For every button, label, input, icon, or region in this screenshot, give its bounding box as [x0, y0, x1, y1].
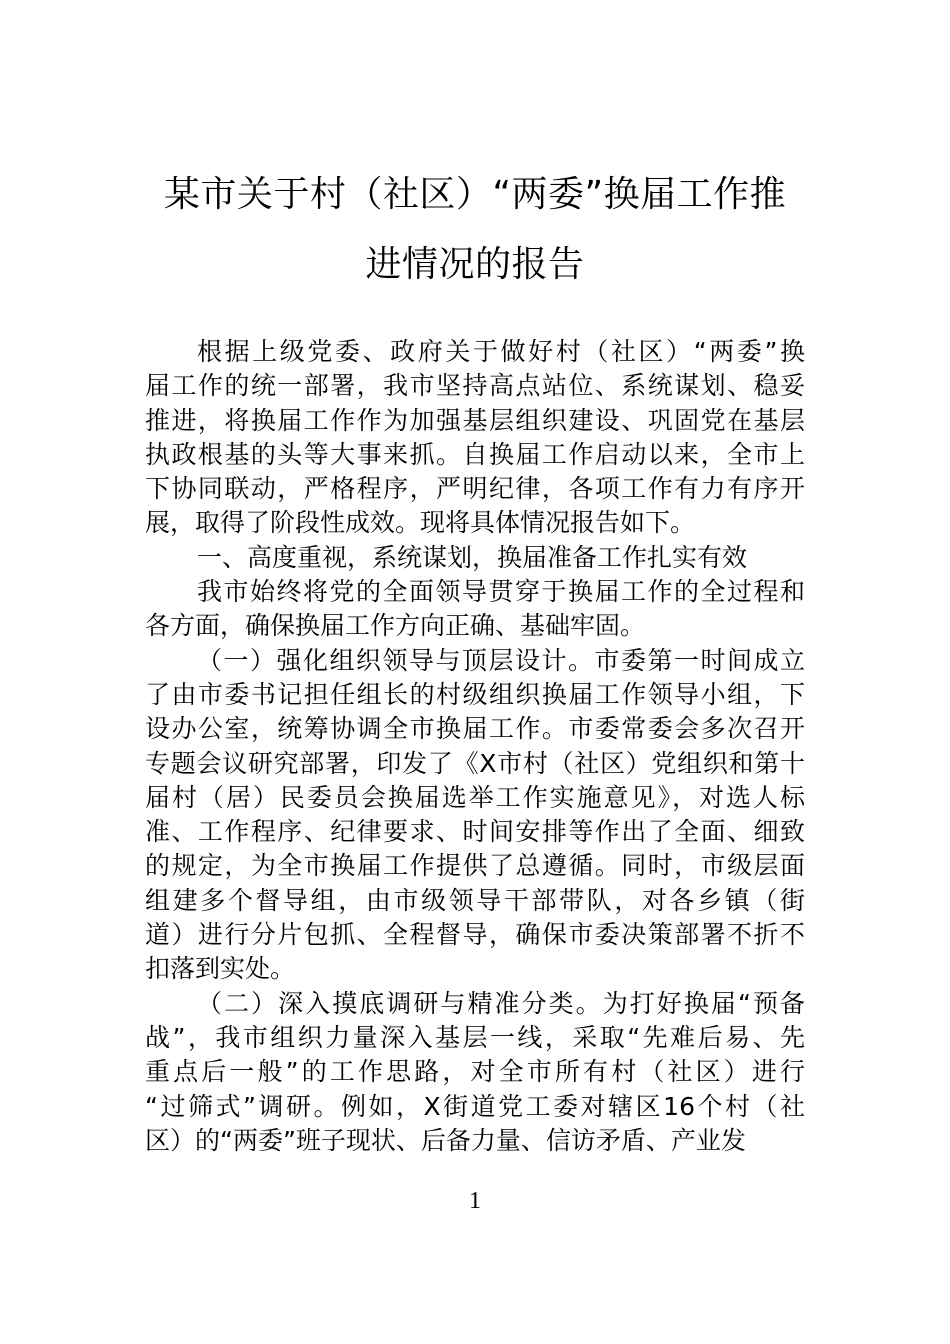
paragraph-line: 战”，我市组织力量深入基层一线，采取“先难后易、先 [145, 1022, 805, 1052]
paragraph-line: 组建多个督导组，由市级领导干部带队，对各乡镇（街 [145, 885, 805, 915]
document-title-line-2: 进情况的报告 [365, 244, 585, 285]
paragraph-line: “过筛式”调研。例如，X街道党工委对辖区16个村（社 [145, 1091, 805, 1121]
paragraph-line: 下协同联动，严格程序，严明纪律，各项工作有力有序开 [145, 474, 805, 504]
paragraph-line: 设办公室，统筹协调全市换届工作。市委常委会多次召开 [145, 714, 805, 744]
paragraph-line: 各方面，确保换届工作方向正确、基础牢固。 [145, 611, 646, 641]
paragraph-line: 届村（居）民委员会换届选举工作实施意见》，对选人标 [145, 782, 805, 812]
section-heading: 一、高度重视，系统谋划，换届准备工作扎实有效 [197, 542, 748, 572]
page-number: 1 [469, 1188, 481, 1214]
paragraph-line: （一）强化组织领导与顶层设计。市委第一时间成立 [197, 645, 805, 675]
paragraph-line: （二）深入摸底调研与精准分类。为打好换届“预备 [197, 988, 805, 1018]
paragraph-line: 区）的“两委”班子现状、后备力量、信访矛盾、产业发 [145, 1125, 746, 1155]
paragraph-line: 执政根基的头等大事来抓。自换届工作启动以来，全市上 [145, 439, 805, 469]
paragraph-line: 扣落到实处。 [145, 954, 296, 984]
document-body [145, 335, 805, 1158]
paragraph-line: 准、工作程序、纪律要求、时间安排等作出了全面、细致 [145, 817, 805, 847]
paragraph-line: 推进，将换届工作作为加强基层组织建设、巩固党在基层 [145, 405, 805, 435]
paragraph-line: 的规定，为全市换届工作提供了总遵循。同时，市级层面 [145, 851, 805, 881]
document-title-line-1: 某市关于村（社区）“两委”换届工作推 [163, 174, 787, 215]
paragraph-line: 我市始终将党的全面领导贯穿于换届工作的全过程和 [197, 577, 805, 607]
paragraph-line: 届工作的统一部署，我市坚持高点站位、系统谋划、稳妥 [145, 371, 805, 401]
paragraph-line: 根据上级党委、政府关于做好村（社区）“两委”换 [197, 337, 805, 366]
paragraph-line: 了由市委书记担任组长的村级组织换届工作领导小组，下 [145, 679, 805, 709]
paragraph-line: 展，取得了阶段性成效。现将具体情况报告如下。 [145, 508, 696, 538]
paragraph-line: 道）进行分片包抓、全程督导，确保市委决策部署不折不 [145, 920, 805, 950]
paragraph-line: 重点后一般”的工作思路，对全市所有村（社区）进行 [145, 1057, 805, 1087]
paragraph-line: 专题会议研究部署，印发了《X市村（社区）党组织和第十 [145, 748, 805, 778]
